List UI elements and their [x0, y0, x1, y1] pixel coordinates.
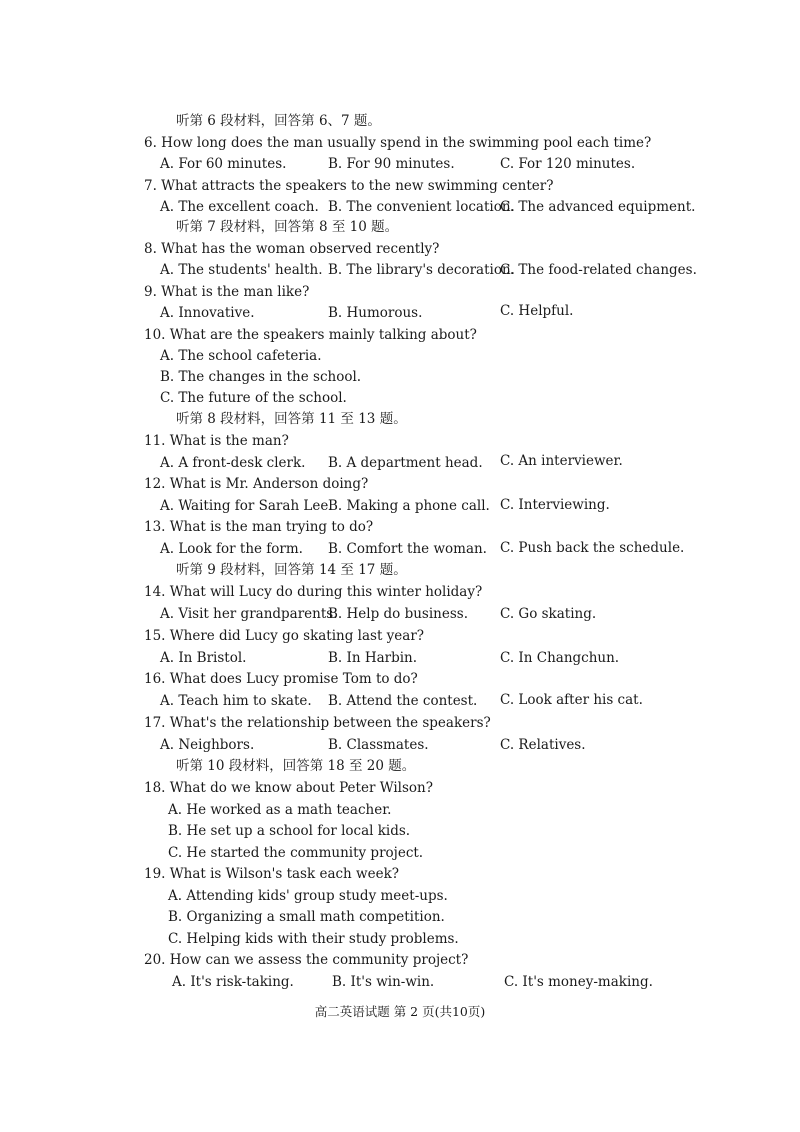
question-stem: 6. How long does the man usually spend in the swimming pool each time?: [144, 135, 652, 151]
option-a: A. Attending kids' group study meet-ups.: [168, 888, 448, 904]
option-a: A. It's risk-taking.: [172, 974, 294, 990]
question-stem: 19. What is Wilson's task each week?: [144, 866, 399, 882]
option-c: C. Look after his cat.: [500, 692, 643, 708]
option-a: A. In Bristol.: [160, 650, 247, 666]
option-b: B. Making a phone call.: [328, 498, 490, 514]
option-b: B. Humorous.: [328, 305, 423, 321]
question-stem: 7. What attracts the speakers to the new swimming center?: [144, 178, 554, 194]
option-c: C. For 120 minutes.: [500, 156, 636, 172]
option-a: A. The excellent coach.: [160, 199, 319, 215]
option-a: A. Neighbors.: [160, 737, 255, 753]
option-a: A. Look for the form.: [160, 541, 303, 557]
section-heading: 听第 7 段材料，回答第 8 至 10 题。: [176, 219, 399, 235]
question-stem: 13. What is the man trying to do?: [144, 519, 374, 535]
option-b: B. Help do business.: [328, 606, 468, 622]
option-b: B. The library's decoration.: [328, 262, 515, 278]
option-c: C. Helpful.: [500, 303, 574, 319]
option-c: C. An interviewer.: [500, 453, 623, 469]
option-a: A. Waiting for Sarah Lee.: [160, 498, 333, 514]
option-a: A. The school cafeteria.: [160, 348, 322, 364]
question-stem: 15. Where did Lucy go skating last year?: [144, 628, 425, 644]
question-stem: 10. What are the speakers mainly talking about?: [144, 327, 477, 343]
option-b: B. It's win-win.: [332, 974, 435, 990]
option-c: C. It's money-making.: [504, 974, 653, 990]
option-a: A. Visit her grandparents.: [160, 606, 338, 622]
question-stem: 18. What do we know about Peter Wilson?: [144, 780, 433, 796]
question-stem: 9. What is the man like?: [144, 284, 310, 300]
option-a: A. Teach him to skate.: [160, 693, 312, 709]
question-stem: 20. How can we assess the community project?: [144, 952, 469, 968]
option-b: B. A department head.: [328, 455, 483, 471]
option-c: C. Go skating.: [500, 606, 597, 622]
question-stem: 12. What is Mr. Anderson doing?: [144, 476, 369, 492]
option-c: C. Push back the schedule.: [500, 540, 685, 556]
option-a: A. A front-desk clerk.: [160, 455, 306, 471]
section-heading: 听第 10 段材料，回答第 18 至 20 题。: [176, 758, 416, 774]
option-c: C. The future of the school.: [160, 390, 347, 406]
question-stem: 17. What's the relationship between the speakers?: [144, 715, 491, 731]
option-b: B. Classmates.: [328, 737, 429, 753]
option-b: B. Comfort the woman.: [328, 541, 487, 557]
option-b: B. For 90 minutes.: [328, 156, 455, 172]
option-c: C. Helping kids with their study problems.: [168, 931, 459, 947]
option-c: C. In Changchun.: [500, 650, 620, 666]
option-c: C. The food-related changes.: [500, 262, 697, 278]
option-c: C. Relatives.: [500, 737, 586, 753]
option-b: B. In Harbin.: [328, 650, 418, 666]
option-a: A. He worked as a math teacher.: [168, 802, 392, 818]
section-heading: 听第 8 段材料，回答第 11 至 13 题。: [176, 411, 407, 427]
question-stem: 8. What has the woman observed recently?: [144, 241, 440, 257]
option-b: B. Organizing a small math competition.: [168, 909, 445, 925]
section-heading: 听第 6 段材料，回答第 6、7 题。: [176, 113, 381, 129]
question-stem: 16. What does Lucy promise Tom to do?: [144, 671, 418, 687]
page-footer: 高二英语试题 第 2 页(共10页): [314, 1004, 486, 1019]
question-stem: 11. What is the man?: [144, 433, 289, 449]
option-b: B. He set up a school for local kids.: [168, 823, 411, 839]
option-a: A. For 60 minutes.: [160, 156, 287, 172]
option-b: B. Attend the contest.: [328, 693, 478, 709]
option-c: C. The advanced equipment.: [500, 199, 696, 215]
option-b: B. The convenient location.: [328, 199, 515, 215]
option-b: B. The changes in the school.: [160, 369, 362, 385]
question-stem: 14. What will Lucy do during this winter holiday?: [144, 584, 483, 600]
section-heading: 听第 9 段材料，回答第 14 至 17 题。: [176, 562, 407, 578]
option-a: A. Innovative.: [160, 305, 255, 321]
option-c: C. He started the community project.: [168, 845, 424, 861]
option-c: C. Interviewing.: [500, 497, 610, 513]
option-a: A. The students' health.: [160, 262, 323, 278]
